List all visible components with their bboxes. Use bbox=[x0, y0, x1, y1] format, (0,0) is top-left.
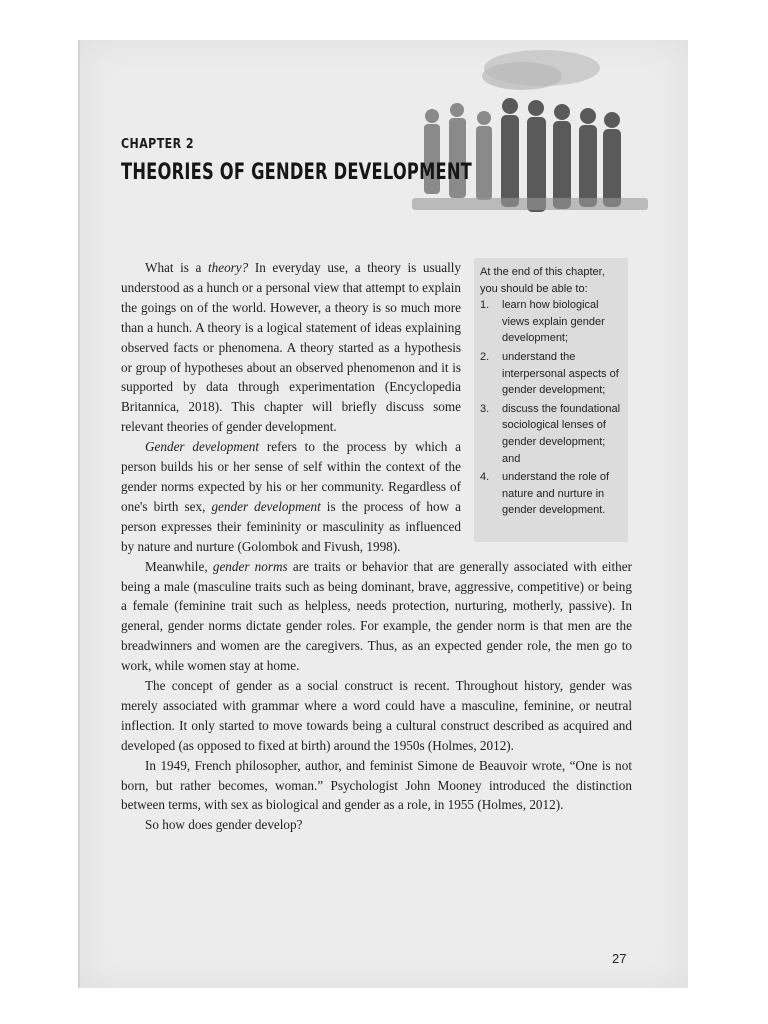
objective-number: 1. bbox=[480, 299, 490, 312]
paragraph-text: What is a bbox=[145, 260, 208, 275]
page-number: 27 bbox=[612, 951, 627, 966]
paragraph-theory bbox=[121, 258, 461, 437]
paragraph-gender-norms bbox=[121, 557, 632, 676]
paragraph-text: Meanwhile, bbox=[145, 558, 213, 574]
emphasis-theory: theory? bbox=[207, 260, 249, 275]
paragraph-text: are traits or behavior that are generally associated with either being a male (masculine traits such as being dominant, brave, aggressive, competitive) or being a female (feminine trait such as helpless, needs protection, nurturing, motherly, passive). In general, gender norms dictate gender roles. For example, the gender norm is that men are the breadwinners and women are the caregivers. Thus, as an expected gender role, the men go to work, while women stay at home. bbox=[121, 558, 632, 674]
paragraph-text: is the process of how a person expresses their femininity or masculinity as influenced by nature and nurture (Golombok and Fivush, 1998). bbox=[121, 498, 461, 554]
emphasis-gender-development: Gender development bbox=[145, 439, 260, 455]
objective-number: 3. bbox=[480, 402, 490, 415]
objective-number: 2. bbox=[480, 350, 490, 363]
objectives-intro: At the end of this chapter, you should be able to: bbox=[480, 266, 605, 295]
paragraph-text: In everyday use, a theory is usually understood as a hunch or a personal view that attempt to explain the goings on of the world. However, a theory is so much more than a hunch. A theory is a logical statement of ideas explaining observed facts or phenomena. A theory started as a hypothesis or group of hypotheses about an observed phenomenon and it is supported by data through experimentation (Encyclopedia Britannica, 2018). This chapter will briefly discuss some relevant theories of gender development. bbox=[121, 260, 461, 435]
objective-text: understand the interpersonal aspects of gender development; bbox=[502, 350, 619, 397]
objective-text: discuss the foundational sociological lenses of gender development; and bbox=[502, 402, 621, 465]
objective-text: learn how biological views explain gender development; bbox=[502, 299, 605, 345]
paragraph-text: refers to the process by which a person builds his or her sense of self within the context of the gender norms expected by his or her community. Regardless of one's birth sex, bbox=[121, 439, 461, 514]
chapter-label: CHAPTER 2 bbox=[121, 137, 194, 152]
emphasis-gender-norms: gender norms bbox=[212, 558, 288, 574]
paragraph-question: So how does gender develop? bbox=[145, 817, 303, 833]
paragraph-gender-development bbox=[121, 437, 461, 556]
chapter-title: THEORIES OF GENDER DEVELOPMENT bbox=[121, 160, 473, 185]
body-text bbox=[121, 258, 632, 835]
objective-number: 4. bbox=[480, 471, 490, 484]
business-people-silhouette-illustration bbox=[412, 48, 648, 220]
objective-text: understand the role of nature and nurture in gender development. bbox=[502, 471, 610, 517]
emphasis-gender-development: gender development bbox=[211, 498, 321, 514]
narrow-column bbox=[121, 258, 632, 557]
paragraph-beauvoir: In 1949, French philosopher, author, and feminist Simone de Beauvoir wrote, “One is not born, but rather becomes, woman.” Psychologist John Mooney introduced the distinction between terms, with sex as biological and gender as a role, in 1955 (Holmes, 2012). bbox=[121, 757, 632, 813]
paragraph-social-construct: The concept of gender as a social construct is recent. Throughout history, gender was merely associated with grammar where a word could have a masculine, feminine, or neutral inflection. It only started to move towards being a cultural construct described as acquired and developed (as opposed to fixed at birth) around the 1950s (Holmes, 2012). bbox=[121, 678, 632, 753]
